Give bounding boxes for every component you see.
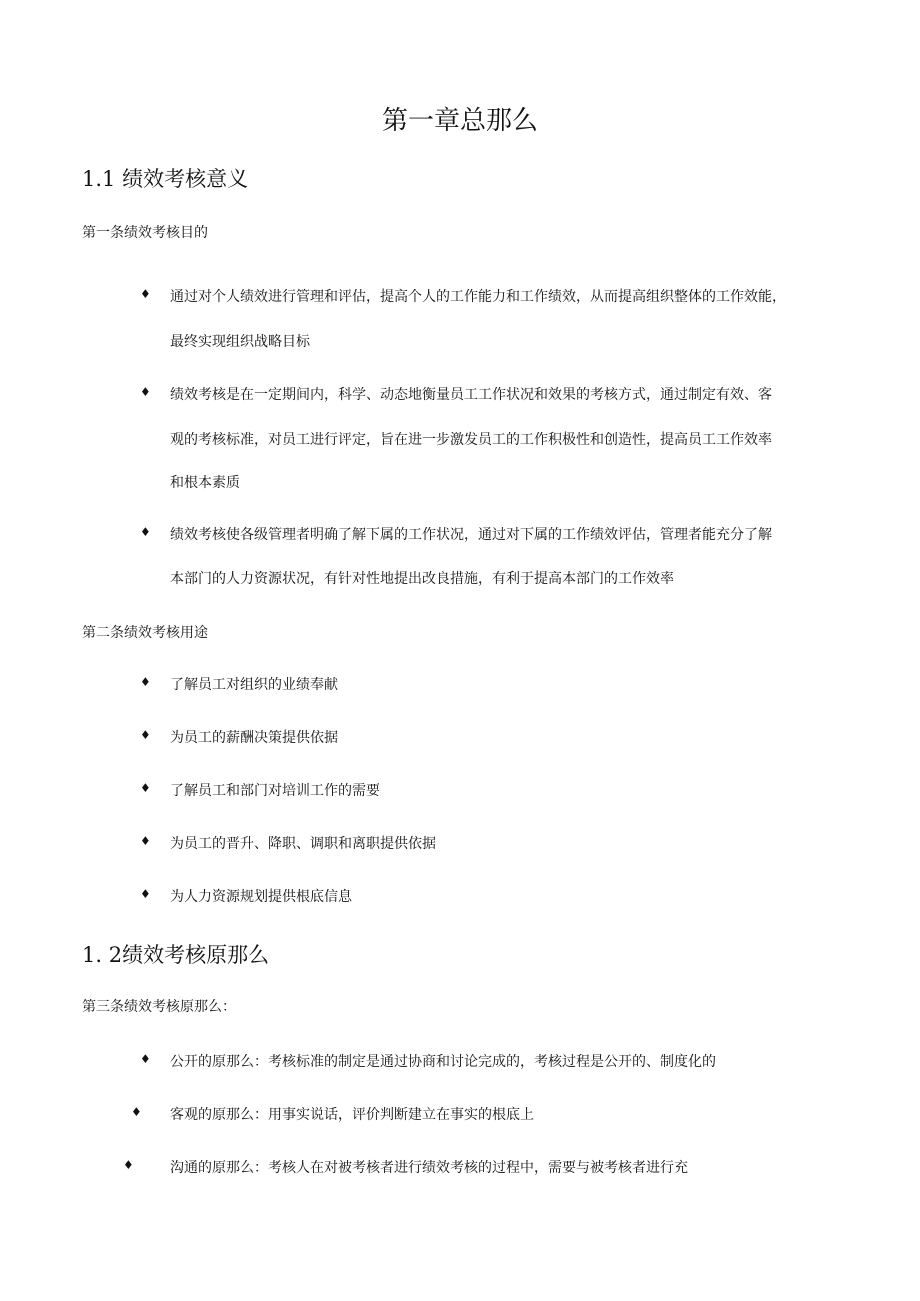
diamond-bullet-icon: ♦: [140, 385, 151, 399]
page-title: 第一章总那么: [381, 106, 538, 136]
list-item-text: 为人力资源规划提供根底信息: [170, 889, 352, 905]
list-item-text: 通过对个人绩效进行管理和评估，提高个人的工作能力和工作绩效，从而提高组织整体的工作效能，: [170, 289, 786, 305]
list-item-text: 为员工的薪酬决策提供依据: [170, 730, 338, 746]
section-heading-1-2: 1. 2绩效考核原那么: [82, 943, 270, 967]
list-item-continuation: 本部门的人力资源状况，有针对性地提出改良措施，有利于提高本部门的工作效率: [170, 571, 674, 587]
list-item-continuation: 最终实现组织战略目标: [170, 334, 310, 350]
diamond-bullet-icon: ♦: [140, 287, 151, 301]
diamond-bullet-icon: ♦: [140, 675, 151, 689]
list-item-text: 绩效考核使各级管理者明确了解下属的工作状况，通过对下属的工作绩效评估，管理者能充分了解: [170, 527, 772, 543]
article-title-2: 第二条绩效考核用途: [82, 625, 208, 641]
diamond-bullet-icon: ♦: [140, 728, 151, 742]
list-item-text: 了解员工和部门对培训工作的需要: [170, 783, 380, 799]
diamond-bullet-icon: ♦: [140, 887, 151, 901]
list-item-text: 绩效考核是在一定期间内，科学、动态地衡量员工工作状况和效果的考核方式，通过制定有效、客: [170, 387, 772, 403]
diamond-bullet-icon: ♦: [140, 781, 151, 795]
diamond-bullet-icon: ♦: [140, 834, 151, 848]
section-heading-1-1: 1.1 绩效考核意义: [82, 167, 249, 191]
diamond-bullet-icon: ♦: [123, 1158, 134, 1172]
article-title-1: 第一条绩效考核目的: [82, 225, 208, 241]
diamond-bullet-icon: ♦: [140, 1052, 151, 1066]
diamond-bullet-icon: ♦: [131, 1105, 142, 1119]
list-item-text: 为员工的晋升、降职、调职和离职提供依据: [170, 836, 436, 852]
list-item-text: 公开的原那么：考核标准的制定是通过协商和讨论完成的，考核过程是公开的、制度化的: [170, 1054, 716, 1070]
list-item-continuation: 和根本素质: [170, 475, 240, 491]
list-item-text: 客观的原那么：用事实说话，评价判断建立在事实的根底上: [170, 1107, 534, 1123]
list-item-text: 了解员工对组织的业绩奉献: [170, 677, 338, 693]
article-title-3: 第三条绩效考核原那么：: [82, 999, 236, 1015]
diamond-bullet-icon: ♦: [140, 525, 151, 539]
list-item-continuation: 观的考核标准，对员工进行评定，旨在进一步激发员工的工作积极性和创造性，提高员工工作效率: [170, 432, 772, 448]
list-item-text: 沟通的原那么：考核人在对被考核者进行绩效考核的过程中，需要与被考核者进行充: [170, 1160, 688, 1176]
